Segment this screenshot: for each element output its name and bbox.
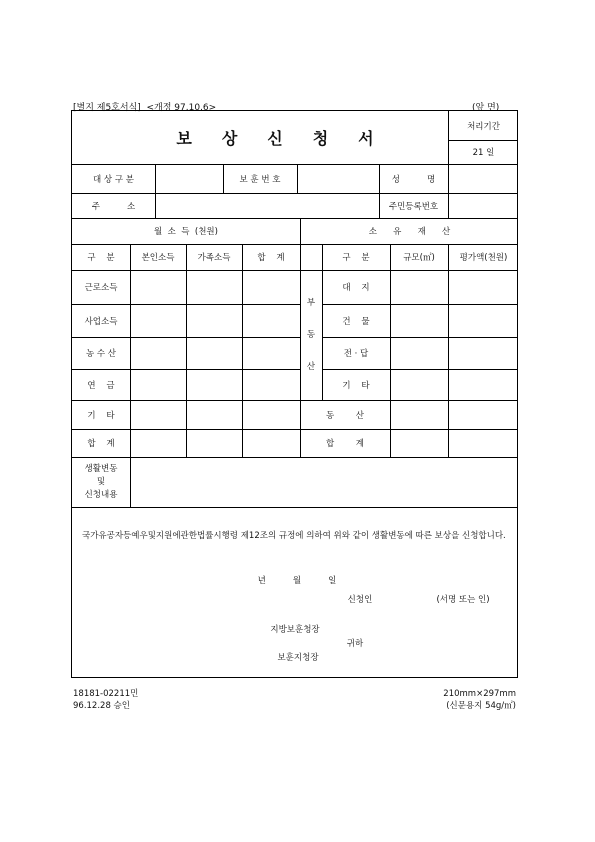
page-side: (앞 면) xyxy=(472,103,500,113)
recipient-branch-office: 보훈지청장 xyxy=(277,653,319,663)
compensation-application-form xyxy=(71,110,518,678)
signature-note: (서명 또는 인) xyxy=(436,595,490,605)
processing-period-value: 21 일 xyxy=(472,148,495,158)
size-header: 규모(㎡) xyxy=(403,253,435,263)
form-number-text: [별지 제5호서식] xyxy=(73,103,141,113)
address-label: 주 소 xyxy=(91,201,136,212)
veteran-number-label: 보 훈 번 호 xyxy=(239,174,281,185)
income-row-label: 농 수 산 xyxy=(85,349,117,359)
property-row-label: 기 타 xyxy=(342,380,370,391)
income-category-header: 구 분 xyxy=(87,253,115,263)
appraised-value-header: 평가액(천원) xyxy=(459,253,508,263)
income-row-label: 근로소득 xyxy=(84,283,118,293)
applicant-signature-label: 신청인 xyxy=(347,595,373,605)
processing-period-label: 처리기간 xyxy=(467,121,500,132)
footer-left xyxy=(73,688,138,712)
name-label: 성 명 xyxy=(391,174,436,185)
family-income-header: 가족소득 xyxy=(197,253,231,263)
property-total-label: 합 계 xyxy=(325,439,365,449)
monthly-income-heading: 월 소 득 (천원) xyxy=(154,227,218,237)
name-field[interactable] xyxy=(448,164,518,193)
property-heading: 소 유 재 산 xyxy=(368,227,451,237)
income-total-header: 합 계 xyxy=(257,253,285,263)
form-title: 보상신청서 xyxy=(176,129,404,148)
category-field[interactable] xyxy=(155,164,223,193)
life-change-label: 생활변동 및 신청내용 xyxy=(84,463,118,500)
income-row-label: 사업소득 xyxy=(84,316,118,327)
life-change-field[interactable] xyxy=(130,457,518,507)
resident-number-label: 주민등록번호 xyxy=(388,201,439,212)
form-code: 18181-02211민 xyxy=(73,689,139,699)
recipient-honorific: 귀하 xyxy=(346,639,364,649)
income-row-label: 연 금 xyxy=(87,380,115,391)
property-row-label: 전 · 답 xyxy=(343,349,369,359)
self-income-header: 본인소득 xyxy=(141,253,175,263)
movable-property-label: 동 산 xyxy=(325,410,365,421)
category-label: 대 상 구 분 xyxy=(93,174,134,185)
address-field[interactable] xyxy=(155,193,379,218)
approval-date: 96.12.28 승인 xyxy=(73,701,130,711)
declaration-text: 국가유공자등예우및지원에관한법률시행령 제12조의 규정에 의하여 위와 같이 생활변동에 따른 보상을 신청합니다. xyxy=(82,531,506,541)
date-line: 년 월 일 xyxy=(257,576,337,586)
property-row-label: 건 물 xyxy=(342,316,370,327)
recipient-regional-office: 지방보훈청장 xyxy=(270,625,320,635)
footer-right xyxy=(420,688,516,712)
revision-text: <개정 97.10.6> xyxy=(146,103,217,113)
paper-type: (신문용지 54g/㎡) xyxy=(446,701,516,711)
paper-size: 210mm×297mm xyxy=(443,689,516,699)
property-category-header: 구 분 xyxy=(342,253,370,263)
veteran-number-field[interactable] xyxy=(297,164,379,193)
income-row-label: 합 계 xyxy=(87,439,115,449)
property-row-label: 대 지 xyxy=(342,283,370,293)
resident-number-field[interactable] xyxy=(448,193,518,218)
real-estate-label: 부 동 산 xyxy=(306,298,316,372)
income-row-label: 기 타 xyxy=(87,410,115,421)
